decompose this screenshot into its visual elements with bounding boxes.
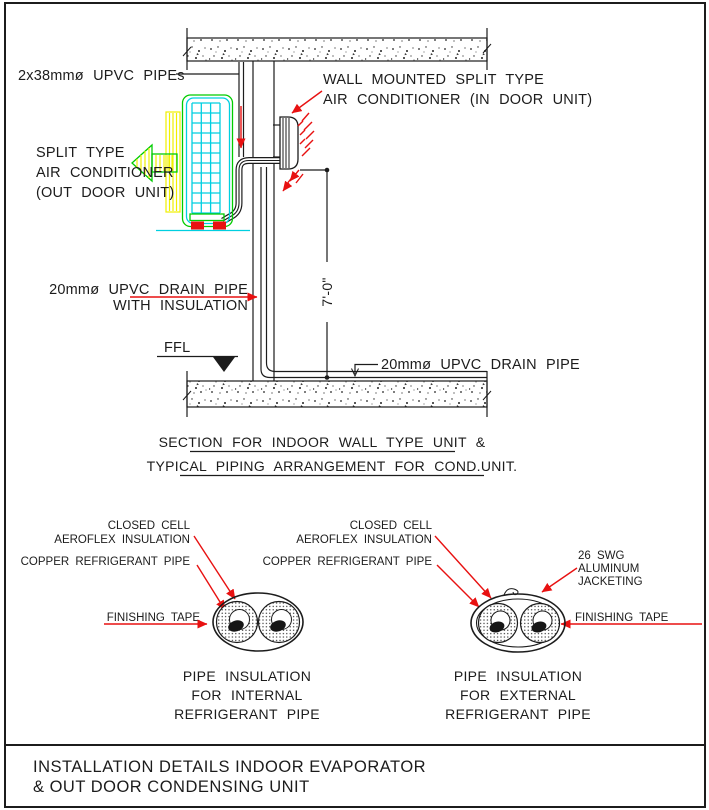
vibration-pad (191, 222, 204, 230)
vibration-pad (213, 222, 226, 230)
leader-arrow (542, 568, 577, 592)
svg-text:(OUT DOOR UNIT): (OUT DOOR UNIT) (36, 185, 175, 201)
svg-text:PIPE INSULATION: PIPE INSULATION (182, 668, 312, 684)
section-title (147, 434, 518, 476)
outdoor-unit-frame (183, 95, 233, 227)
svg-text:AIR CONDITIONER: AIR CONDITIONER (36, 165, 174, 181)
leader-arrow (194, 536, 235, 599)
svg-text:JACKETING: JACKETING (578, 576, 643, 588)
indoor-unit (273, 113, 314, 191)
indoor-unit-label (292, 72, 592, 113)
condenser-coil-grid (192, 103, 220, 213)
svg-text:PIPE INSULATION: PIPE INSULATION (453, 668, 583, 684)
insulated-pipe (521, 604, 560, 643)
outdoor-unit-body (187, 98, 230, 224)
svg-text:FOR INTERNAL: FOR INTERNAL (191, 687, 303, 703)
upvc-pipes-label: 2x38mmø UPVC PIPEs (18, 68, 185, 84)
svg-text:REFRIGERANT PIPE: REFRIGERANT PIPE (174, 706, 320, 722)
svg-text:20mmø UPVC DRAIN PIPE: 20mmø UPVC DRAIN PIPE (381, 357, 580, 373)
svg-text:TYPICAL PIPING ARRANGEMENT FOR: TYPICAL PIPING ARRANGEMENT FOR COND.UNIT. (146, 458, 518, 474)
wall (253, 61, 274, 381)
svg-text:AEROFLEX INSULATION: AEROFLEX INSULATION (296, 534, 432, 546)
leader-arrow (197, 565, 225, 610)
outdoor-unit (132, 95, 250, 231)
svg-text:FINISHING TAPE: FINISHING TAPE (106, 612, 200, 624)
leader-arrow (437, 565, 479, 607)
ffl-marker (157, 340, 238, 372)
svg-text:FOR EXTERNAL: FOR EXTERNAL (460, 687, 576, 703)
svg-text:26 SWG: 26 SWG (578, 550, 625, 562)
svg-text:COPPER REFRIGERANT PIPE: COPPER REFRIGERANT PIPE (262, 556, 432, 568)
dimension-text: 7'-0" (319, 277, 335, 307)
drain-pipe-insulated (261, 167, 487, 378)
svg-text:AIR CONDITIONER (IN DOOR UNIT): AIR CONDITIONER (IN DOOR UNIT) (323, 92, 593, 108)
svg-text:FINISHING TAPE: FINISHING TAPE (575, 612, 669, 624)
ceiling-slab (183, 28, 491, 70)
svg-text:AEROFLEX INSULATION: AEROFLEX INSULATION (54, 534, 190, 546)
svg-text:SECTION FOR INDOOR WALL TYPE U: SECTION FOR INDOOR WALL TYPE UNIT & (158, 434, 486, 450)
height-dimension (300, 168, 335, 380)
svg-text:COPPER REFRIGERANT PIPE: COPPER REFRIGERANT PIPE (20, 556, 190, 568)
title-block (5, 745, 705, 796)
svg-text:20mmø UPVC DRAIN PIPE: 20mmø UPVC DRAIN PIPE (49, 282, 248, 298)
unit-base-frame (190, 214, 224, 221)
insulated-pipe (479, 604, 518, 643)
detail-internal (21, 520, 320, 722)
leader-arrow (435, 536, 491, 598)
detail-external (263, 520, 702, 722)
svg-text:CLOSED CELL: CLOSED CELL (107, 520, 190, 532)
svg-text:CLOSED CELL: CLOSED CELL (349, 520, 432, 532)
drain-insulated-label (49, 282, 257, 314)
svg-text:ALUMINUM: ALUMINUM (578, 563, 640, 575)
ffl-label: FFL (164, 340, 191, 356)
insulated-pipe (217, 602, 258, 643)
svg-text:WITH INSULATION: WITH INSULATION (112, 298, 248, 314)
svg-text:REFRIGERANT PIPE: REFRIGERANT PIPE (445, 706, 591, 722)
leader-arrow (292, 91, 322, 113)
svg-text:WALL MOUNTED SPLIT TYPE: WALL MOUNTED SPLIT TYPE (323, 72, 545, 88)
level-triangle (213, 357, 235, 372)
svg-text:SPLIT TYPE: SPLIT TYPE (36, 145, 125, 161)
drain-label (352, 357, 580, 376)
insulated-pipe (259, 602, 300, 643)
drawing-title-line2: & OUT DOOR CONDENSING UNIT (33, 778, 310, 796)
drawing-title-line1: INSTALLATION DETAILS INDOOR EVAPORATOR (33, 758, 427, 776)
